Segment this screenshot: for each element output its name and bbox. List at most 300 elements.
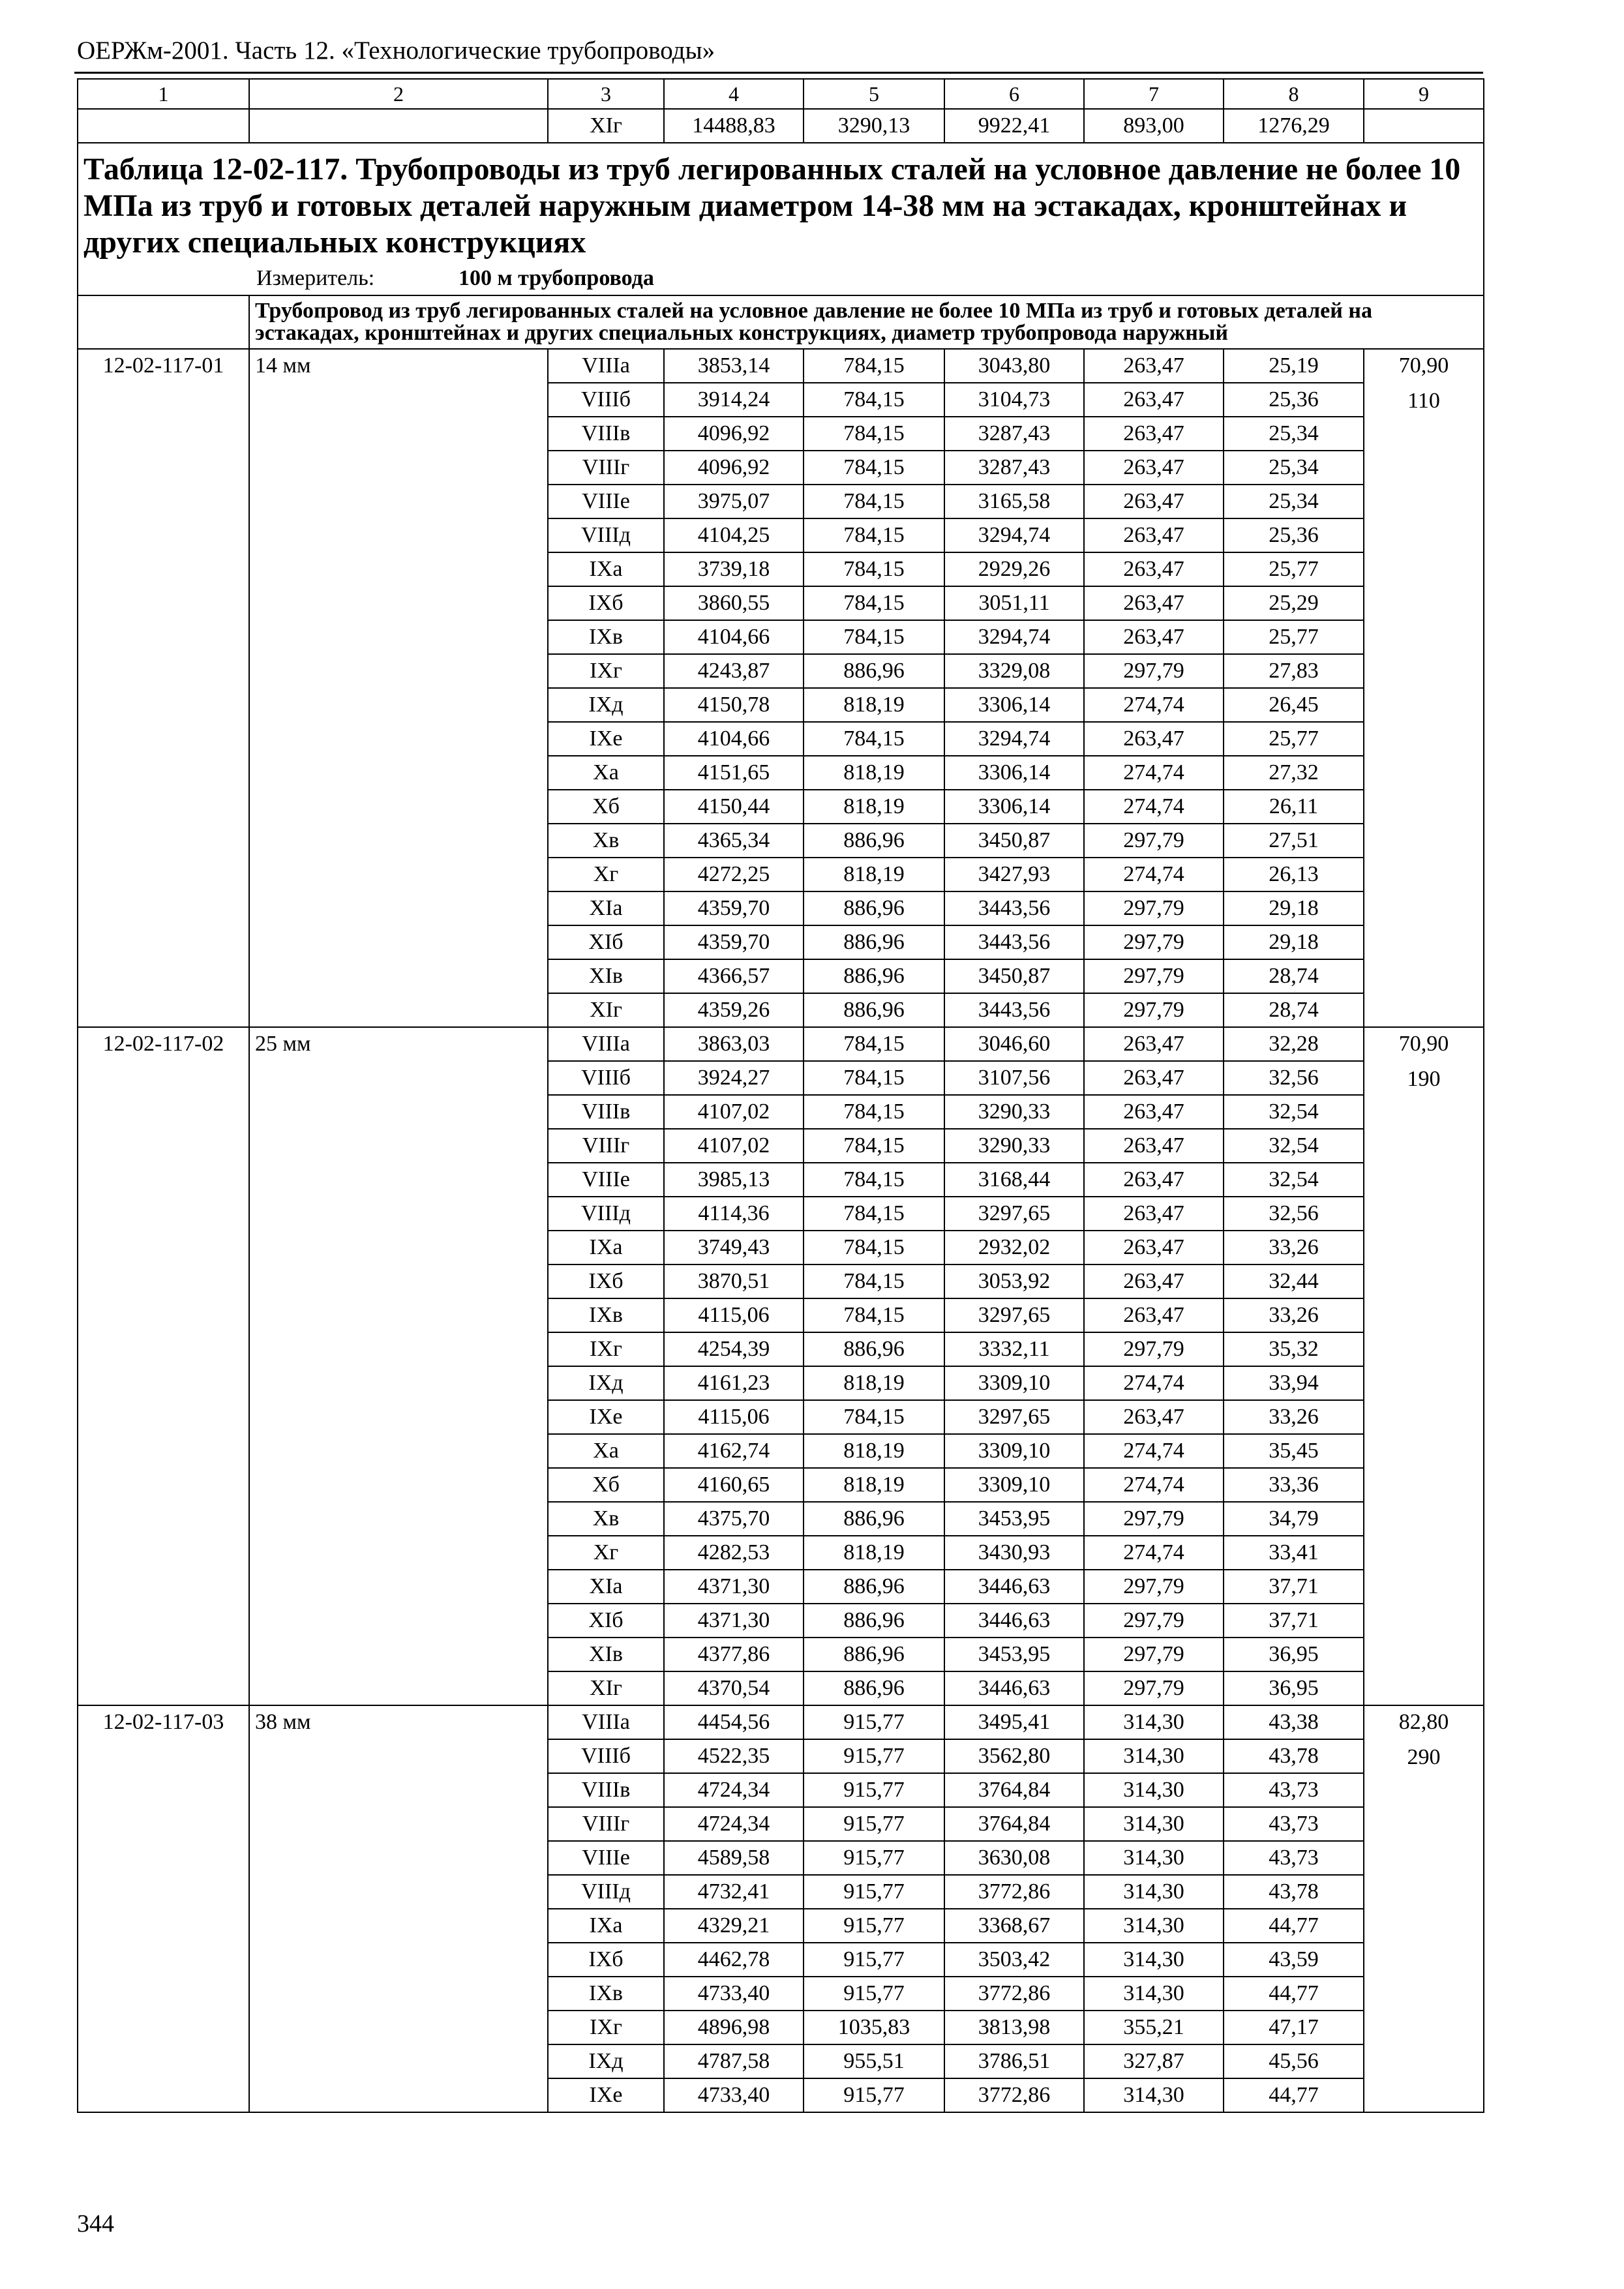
column-number: 7 bbox=[1084, 79, 1224, 109]
table-cell: 314,30 bbox=[1084, 1943, 1224, 1977]
table-cell: IXд bbox=[548, 2044, 664, 2078]
table-cell: IXб bbox=[548, 1264, 664, 1298]
table-cell: 25,34 bbox=[1224, 451, 1364, 485]
column-number: 8 bbox=[1224, 79, 1364, 109]
table-cell: VIIIв bbox=[548, 417, 664, 451]
table-cell: 263,47 bbox=[1084, 383, 1224, 417]
table-cell: 3107,56 bbox=[944, 1061, 1084, 1095]
col9-value: 82,80 bbox=[1398, 1710, 1449, 1734]
table-cell: 44,77 bbox=[1224, 1977, 1364, 2011]
table-cell: 4115,06 bbox=[664, 1298, 804, 1332]
table-cell: 32,56 bbox=[1224, 1197, 1364, 1231]
table-cell: 818,19 bbox=[804, 1536, 944, 1570]
table-cell: 886,96 bbox=[804, 1671, 944, 1705]
table-cell: 33,94 bbox=[1224, 1366, 1364, 1400]
table-cell: 4104,25 bbox=[664, 518, 804, 552]
table-cell: 818,19 bbox=[804, 1434, 944, 1468]
table-cell: 4104,66 bbox=[664, 620, 804, 654]
table-cell: 3772,86 bbox=[944, 1875, 1084, 1909]
table-cell: 27,51 bbox=[1224, 824, 1364, 858]
table-cell: 3309,10 bbox=[944, 1434, 1084, 1468]
table-cell: 263,47 bbox=[1084, 1027, 1224, 1061]
table-cell: 4161,23 bbox=[664, 1366, 804, 1400]
table-cell: 3495,41 bbox=[944, 1705, 1084, 1739]
table-cell: 314,30 bbox=[1084, 1807, 1224, 1841]
table-cell: 3287,43 bbox=[944, 451, 1084, 485]
table-cell: 32,56 bbox=[1224, 1061, 1364, 1095]
table-cell: 3764,84 bbox=[944, 1807, 1084, 1841]
table-cell: 3165,58 bbox=[944, 485, 1084, 518]
description: Трубопровод из труб легированных сталей на условное давление не более 10 МПа из труб и готовых деталей на эстакадах, кронштейнах и других специальных конструкциях, диаметр трубопровода наружный bbox=[249, 295, 1484, 349]
table-cell: 3772,86 bbox=[944, 2078, 1084, 2112]
table-cell: VIIIв bbox=[548, 1773, 664, 1807]
table-cell: 4375,70 bbox=[664, 1502, 804, 1536]
table-cell: 886,96 bbox=[804, 654, 944, 688]
column-number: 3 bbox=[548, 79, 664, 109]
table-cell: 3290,13 bbox=[804, 109, 944, 143]
title-cell bbox=[78, 143, 1484, 295]
table-cell: 297,79 bbox=[1084, 1502, 1224, 1536]
table-cell: 274,74 bbox=[1084, 1434, 1224, 1468]
table-cell: XIг bbox=[548, 1671, 664, 1705]
table-cell: Xа bbox=[548, 756, 664, 790]
table-cell: 297,79 bbox=[1084, 654, 1224, 688]
title-row bbox=[78, 143, 1484, 295]
table-cell: 3290,33 bbox=[944, 1095, 1084, 1129]
table-cell: 4371,30 bbox=[664, 1604, 804, 1638]
table-cell: 784,15 bbox=[804, 518, 944, 552]
table-cell: 3104,73 bbox=[944, 383, 1084, 417]
table-cell: 32,28 bbox=[1224, 1027, 1364, 1061]
table-cell: 4150,78 bbox=[664, 688, 804, 722]
table-cell: 263,47 bbox=[1084, 1095, 1224, 1129]
table-cell: 43,73 bbox=[1224, 1807, 1364, 1841]
table-cell: 784,15 bbox=[804, 586, 944, 620]
meter-value: 100 м трубопровода bbox=[459, 266, 654, 290]
table-cell: 263,47 bbox=[1084, 722, 1224, 756]
table-cell: 263,47 bbox=[1084, 620, 1224, 654]
table-cell: VIIIб bbox=[548, 1739, 664, 1773]
table-cell: 3860,55 bbox=[664, 586, 804, 620]
table-cell bbox=[1364, 109, 1484, 143]
table-cell: 263,47 bbox=[1084, 349, 1224, 383]
table-cell: IXе bbox=[548, 722, 664, 756]
table-cell: 274,74 bbox=[1084, 790, 1224, 824]
empty-cell bbox=[78, 295, 249, 349]
table-cell: 4732,41 bbox=[664, 1875, 804, 1909]
table-cell: 886,96 bbox=[804, 891, 944, 925]
table-cell: 915,77 bbox=[804, 1977, 944, 2011]
table-cell: 3051,11 bbox=[944, 586, 1084, 620]
table-cell: 297,79 bbox=[1084, 1332, 1224, 1366]
table-cell: XIв bbox=[548, 1638, 664, 1671]
table-cell: 3290,33 bbox=[944, 1129, 1084, 1163]
table-cell: 4162,74 bbox=[664, 1434, 804, 1468]
table-cell: 43,38 bbox=[1224, 1705, 1364, 1739]
table-cell: IXв bbox=[548, 1298, 664, 1332]
table-cell: 3043,80 bbox=[944, 349, 1084, 383]
rates-table bbox=[77, 78, 1484, 2113]
table-cell: 3446,63 bbox=[944, 1671, 1084, 1705]
table-cell: 886,96 bbox=[804, 1638, 944, 1671]
table-cell: 4370,54 bbox=[664, 1671, 804, 1705]
table-cell: 263,47 bbox=[1084, 1061, 1224, 1095]
table-cell: 3853,14 bbox=[664, 349, 804, 383]
table-cell: 3297,65 bbox=[944, 1298, 1084, 1332]
table-cell: IXа bbox=[548, 1231, 664, 1264]
table-cell: 4104,66 bbox=[664, 722, 804, 756]
table-cell: 43,73 bbox=[1224, 1841, 1364, 1875]
table-cell: IXд bbox=[548, 688, 664, 722]
table-cell bbox=[78, 109, 249, 143]
pipe-diameter: 14 мм bbox=[249, 349, 548, 1027]
table-title: Таблица 12-02-117. Трубопроводы из труб легированных сталей на условное давление не более 10 МПа из труб и готовых деталей наружным диаметром 14-38 мм на эстакадах, кронштейнах и других специальных конструкциях bbox=[83, 152, 1461, 260]
table-cell: 36,95 bbox=[1224, 1638, 1364, 1671]
table-cell: 3443,56 bbox=[944, 891, 1084, 925]
table-cell: VIIIг bbox=[548, 1807, 664, 1841]
table-cell: 28,74 bbox=[1224, 993, 1364, 1027]
table-cell: 3985,13 bbox=[664, 1163, 804, 1197]
table-cell: 784,15 bbox=[804, 722, 944, 756]
table-cell: 26,11 bbox=[1224, 790, 1364, 824]
table-cell: VIIIа bbox=[548, 1705, 664, 1739]
table-cell: IXе bbox=[548, 1400, 664, 1434]
table-cell: 784,15 bbox=[804, 485, 944, 518]
table-cell: 818,19 bbox=[804, 1468, 944, 1502]
table-cell: 9922,41 bbox=[944, 109, 1084, 143]
table-cell: 4371,30 bbox=[664, 1570, 804, 1604]
pipe-diameter: 25 мм bbox=[249, 1027, 548, 1705]
column-number: 5 bbox=[804, 79, 944, 109]
table-cell: 893,00 bbox=[1084, 109, 1224, 143]
table-cell: 32,54 bbox=[1224, 1095, 1364, 1129]
table-cell: 4787,58 bbox=[664, 2044, 804, 2078]
table-cell: 263,47 bbox=[1084, 552, 1224, 586]
table-cell: 784,15 bbox=[804, 1298, 944, 1332]
table-cell: 314,30 bbox=[1084, 1909, 1224, 1943]
table-cell: XIг bbox=[548, 993, 664, 1027]
table-cell: 3450,87 bbox=[944, 824, 1084, 858]
table-cell: 263,47 bbox=[1084, 451, 1224, 485]
table-cell: 3443,56 bbox=[944, 925, 1084, 959]
table-cell: 784,15 bbox=[804, 1197, 944, 1231]
table-cell: 25,77 bbox=[1224, 552, 1364, 586]
table-cell: 43,59 bbox=[1224, 1943, 1364, 1977]
table-cell: 26,13 bbox=[1224, 858, 1364, 891]
table-cell: 297,79 bbox=[1084, 925, 1224, 959]
table-cell: 26,45 bbox=[1224, 688, 1364, 722]
table-cell: 327,87 bbox=[1084, 2044, 1224, 2078]
table-cell: 886,96 bbox=[804, 1570, 944, 1604]
table-cell: 4272,25 bbox=[664, 858, 804, 891]
table-cell: VIIIв bbox=[548, 1095, 664, 1129]
table-cell bbox=[249, 109, 548, 143]
table-cell: 915,77 bbox=[804, 2078, 944, 2112]
table-cell: 43,78 bbox=[1224, 1739, 1364, 1773]
table-cell: 355,21 bbox=[1084, 2011, 1224, 2044]
table-cell: XIб bbox=[548, 925, 664, 959]
table-cell: 915,77 bbox=[804, 1807, 944, 1841]
column-number: 1 bbox=[78, 79, 249, 109]
col9-cell bbox=[1364, 1705, 1484, 2112]
table-cell: 886,96 bbox=[804, 993, 944, 1027]
table-cell: 915,77 bbox=[804, 1739, 944, 1773]
table-cell: 263,47 bbox=[1084, 1400, 1224, 1434]
table-cell: IXд bbox=[548, 1366, 664, 1400]
table-cell: 297,79 bbox=[1084, 1604, 1224, 1638]
table-cell: 3294,74 bbox=[944, 620, 1084, 654]
table-cell: 886,96 bbox=[804, 959, 944, 993]
table-cell: 25,29 bbox=[1224, 586, 1364, 620]
table-cell: 4359,70 bbox=[664, 891, 804, 925]
col9-value: 70,90 bbox=[1398, 1032, 1449, 1056]
table-cell: 274,74 bbox=[1084, 1366, 1224, 1400]
table-cell: 33,36 bbox=[1224, 1468, 1364, 1502]
table-cell: 915,77 bbox=[804, 1705, 944, 1739]
table-cell: 784,15 bbox=[804, 451, 944, 485]
column-number: 6 bbox=[944, 79, 1084, 109]
table-cell: 44,77 bbox=[1224, 2078, 1364, 2112]
table-cell: 3443,56 bbox=[944, 993, 1084, 1027]
table-cell: 3427,93 bbox=[944, 858, 1084, 891]
rate-code: 12-02-117-03 bbox=[78, 1705, 249, 2112]
table-cell: 32,54 bbox=[1224, 1129, 1364, 1163]
table-cell: 3329,08 bbox=[944, 654, 1084, 688]
table-cell: 4896,98 bbox=[664, 2011, 804, 2044]
table-cell: 784,15 bbox=[804, 1095, 944, 1129]
table-cell: 784,15 bbox=[804, 1264, 944, 1298]
table-cell: 263,47 bbox=[1084, 1163, 1224, 1197]
table-cell: 263,47 bbox=[1084, 518, 1224, 552]
table-cell: 3764,84 bbox=[944, 1773, 1084, 1807]
table-cell: 263,47 bbox=[1084, 1129, 1224, 1163]
table-cell: 3503,42 bbox=[944, 1943, 1084, 1977]
table-cell: Xб bbox=[548, 1468, 664, 1502]
table-cell: 784,15 bbox=[804, 620, 944, 654]
table-cell: 784,15 bbox=[804, 349, 944, 383]
table-cell: 274,74 bbox=[1084, 1536, 1224, 1570]
table-cell: IXг bbox=[548, 2011, 664, 2044]
table-cell: 2932,02 bbox=[944, 1231, 1084, 1264]
table-cell: 274,74 bbox=[1084, 858, 1224, 891]
table-cell: 297,79 bbox=[1084, 993, 1224, 1027]
table-cell: 4522,35 bbox=[664, 1739, 804, 1773]
table-cell: 43,73 bbox=[1224, 1773, 1364, 1807]
table-cell: 4329,21 bbox=[664, 1909, 804, 1943]
table-cell: 4115,06 bbox=[664, 1400, 804, 1434]
table-cell: 35,45 bbox=[1224, 1434, 1364, 1468]
table-cell: 4150,44 bbox=[664, 790, 804, 824]
pipe-diameter: 38 мм bbox=[249, 1705, 548, 2112]
table-cell: 4160,65 bbox=[664, 1468, 804, 1502]
table-cell: 33,26 bbox=[1224, 1400, 1364, 1434]
table-cell: 35,32 bbox=[1224, 1332, 1364, 1366]
table-row bbox=[78, 1027, 1484, 1061]
table-cell: 263,47 bbox=[1084, 1298, 1224, 1332]
table-cell: IXб bbox=[548, 1943, 664, 1977]
table-cell: 263,47 bbox=[1084, 586, 1224, 620]
table-cell: 4365,34 bbox=[664, 824, 804, 858]
table-cell: 955,51 bbox=[804, 2044, 944, 2078]
table-cell: 4107,02 bbox=[664, 1095, 804, 1129]
table-cell: 3368,67 bbox=[944, 1909, 1084, 1943]
table-cell: 4151,65 bbox=[664, 756, 804, 790]
table-cell: 314,30 bbox=[1084, 1739, 1224, 1773]
table-cell: 4733,40 bbox=[664, 1977, 804, 2011]
table-cell: IXг bbox=[548, 1332, 664, 1366]
table-cell: 314,30 bbox=[1084, 2078, 1224, 2112]
col9-cell bbox=[1364, 349, 1484, 1027]
table-cell: XIа bbox=[548, 891, 664, 925]
table-cell: VIIIг bbox=[548, 1129, 664, 1163]
table-cell: 28,74 bbox=[1224, 959, 1364, 993]
table-cell: 25,36 bbox=[1224, 383, 1364, 417]
rate-code: 12-02-117-02 bbox=[78, 1027, 249, 1705]
table-cell: IXе bbox=[548, 2078, 664, 2112]
column-number: 4 bbox=[664, 79, 804, 109]
table-cell: 14488,83 bbox=[664, 109, 804, 143]
table-cell: 784,15 bbox=[804, 1027, 944, 1061]
table-cell: 297,79 bbox=[1084, 959, 1224, 993]
table-cell: 915,77 bbox=[804, 1773, 944, 1807]
table-cell: VIIIд bbox=[548, 1875, 664, 1909]
table-cell: 4454,56 bbox=[664, 1705, 804, 1739]
table-cell: 45,56 bbox=[1224, 2044, 1364, 2078]
table-cell: 4724,34 bbox=[664, 1773, 804, 1807]
table-cell: 3446,63 bbox=[944, 1570, 1084, 1604]
table-cell: 4096,92 bbox=[664, 451, 804, 485]
table-cell: 886,96 bbox=[804, 1502, 944, 1536]
table-cell: 3813,98 bbox=[944, 2011, 1084, 2044]
table-cell: 3749,43 bbox=[664, 1231, 804, 1264]
table-cell: 25,34 bbox=[1224, 417, 1364, 451]
table-cell: 44,77 bbox=[1224, 1909, 1364, 1943]
table-cell: 3453,95 bbox=[944, 1638, 1084, 1671]
table-cell: 3446,63 bbox=[944, 1604, 1084, 1638]
running-header: ОЕРЖм-2001. Часть 12. «Технологические трубопроводы» bbox=[77, 37, 715, 65]
table-cell: 3772,86 bbox=[944, 1977, 1084, 2011]
table-cell: 3430,93 bbox=[944, 1536, 1084, 1570]
table-cell: VIIIг bbox=[548, 451, 664, 485]
meter-label: Измеритель: bbox=[256, 266, 375, 290]
table-cell: 4377,86 bbox=[664, 1638, 804, 1671]
table-cell: 4107,02 bbox=[664, 1129, 804, 1163]
table-cell: VIIIа bbox=[548, 1027, 664, 1061]
table-row bbox=[78, 1705, 1484, 1739]
table-cell: 784,15 bbox=[804, 1129, 944, 1163]
table-cell: 4589,58 bbox=[664, 1841, 804, 1875]
table-cell: XIв bbox=[548, 959, 664, 993]
table-cell: 314,30 bbox=[1084, 1977, 1224, 2011]
table-cell: 47,17 bbox=[1224, 2011, 1364, 2044]
rate-code: 12-02-117-01 bbox=[78, 349, 249, 1027]
table-cell: 4462,78 bbox=[664, 1943, 804, 1977]
table-cell: 34,79 bbox=[1224, 1502, 1364, 1536]
table-cell: 3053,92 bbox=[944, 1264, 1084, 1298]
table-cell: 3294,74 bbox=[944, 722, 1084, 756]
table-cell: VIIIе bbox=[548, 1841, 664, 1875]
page-number: 344 bbox=[77, 2210, 114, 2237]
table-cell: 4359,26 bbox=[664, 993, 804, 1027]
table-cell: 263,47 bbox=[1084, 485, 1224, 518]
table-cell: 32,54 bbox=[1224, 1163, 1364, 1197]
table-cell: IXа bbox=[548, 1909, 664, 1943]
table-cell: 33,26 bbox=[1224, 1231, 1364, 1264]
table-cell: 4282,53 bbox=[664, 1536, 804, 1570]
table-cell: 25,36 bbox=[1224, 518, 1364, 552]
table-cell: 314,30 bbox=[1084, 1705, 1224, 1739]
table-cell: 314,30 bbox=[1084, 1841, 1224, 1875]
table-cell: 297,79 bbox=[1084, 891, 1224, 925]
table-cell: 3046,60 bbox=[944, 1027, 1084, 1061]
table-cell: 3630,08 bbox=[944, 1841, 1084, 1875]
description-row bbox=[78, 295, 1484, 349]
table-cell: 3562,80 bbox=[944, 1739, 1084, 1773]
table-cell: 36,95 bbox=[1224, 1671, 1364, 1705]
table-cell: 915,77 bbox=[804, 1875, 944, 1909]
table-cell: 915,77 bbox=[804, 1943, 944, 1977]
table-cell: 3306,14 bbox=[944, 790, 1084, 824]
meter-line bbox=[83, 267, 1478, 290]
table-cell: 886,96 bbox=[804, 925, 944, 959]
table-cell: 3309,10 bbox=[944, 1366, 1084, 1400]
table-cell: 274,74 bbox=[1084, 688, 1224, 722]
table-cell: 4733,40 bbox=[664, 2078, 804, 2112]
table-cell: 3294,74 bbox=[944, 518, 1084, 552]
col9-cell bbox=[1364, 1027, 1484, 1705]
table-cell: 297,79 bbox=[1084, 824, 1224, 858]
table-cell: 3332,11 bbox=[944, 1332, 1084, 1366]
header-rule bbox=[74, 72, 1483, 74]
table-cell: 37,71 bbox=[1224, 1570, 1364, 1604]
table-cell: 3786,51 bbox=[944, 2044, 1084, 2078]
table-cell: 3287,43 bbox=[944, 417, 1084, 451]
table-cell: 3306,14 bbox=[944, 688, 1084, 722]
table-cell: 2929,26 bbox=[944, 552, 1084, 586]
table-cell: 818,19 bbox=[804, 858, 944, 891]
table-cell: Xг bbox=[548, 858, 664, 891]
table-cell: 3914,24 bbox=[664, 383, 804, 417]
table-cell: 25,77 bbox=[1224, 620, 1364, 654]
table-cell: 25,77 bbox=[1224, 722, 1364, 756]
col9-value: 290 bbox=[1407, 1745, 1441, 1769]
column-number: 2 bbox=[249, 79, 548, 109]
table-cell: 1276,29 bbox=[1224, 109, 1364, 143]
table-cell: Xв bbox=[548, 824, 664, 858]
table-cell: 784,15 bbox=[804, 1163, 944, 1197]
table-cell: 4096,92 bbox=[664, 417, 804, 451]
table-cell: 297,79 bbox=[1084, 1671, 1224, 1705]
table-cell: 314,30 bbox=[1084, 1875, 1224, 1909]
table-cell: 818,19 bbox=[804, 790, 944, 824]
table-cell: 886,96 bbox=[804, 1604, 944, 1638]
table-cell: Xв bbox=[548, 1502, 664, 1536]
table-cell: 3168,44 bbox=[944, 1163, 1084, 1197]
col9-value: 190 bbox=[1407, 1067, 1441, 1091]
table-cell: IXа bbox=[548, 552, 664, 586]
col9-value: 110 bbox=[1407, 389, 1440, 413]
table-cell: 915,77 bbox=[804, 1909, 944, 1943]
col9-value: 70,90 bbox=[1398, 353, 1449, 378]
table-cell: VIIIд bbox=[548, 1197, 664, 1231]
table-cell: 4243,87 bbox=[664, 654, 804, 688]
table-cell: 818,19 bbox=[804, 756, 944, 790]
table-cell: 818,19 bbox=[804, 688, 944, 722]
table-row bbox=[78, 349, 1484, 383]
table-cell: XIб bbox=[548, 1604, 664, 1638]
table-cell: 886,96 bbox=[804, 824, 944, 858]
table-cell: 263,47 bbox=[1084, 417, 1224, 451]
